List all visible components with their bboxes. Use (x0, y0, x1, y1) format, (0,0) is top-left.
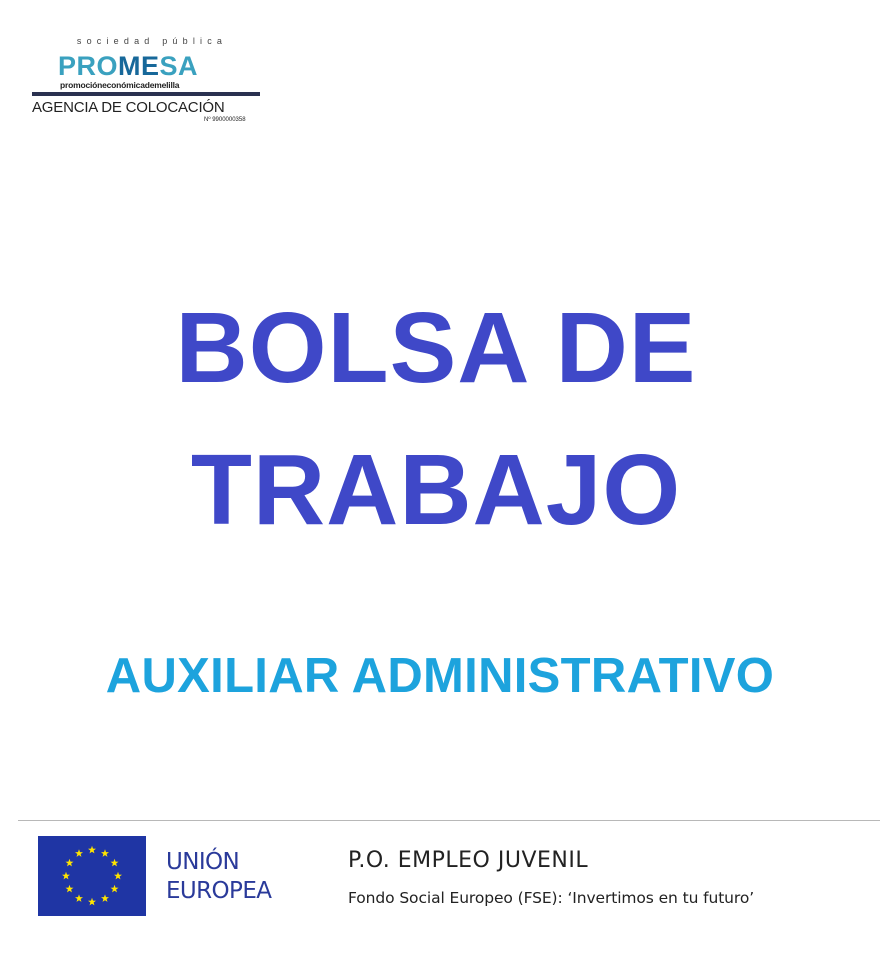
eu-stars (38, 836, 146, 916)
headline-line-2: TRABAJO (190, 434, 682, 546)
eu-name (166, 848, 271, 906)
eu-name-line-1: UNIÓN (166, 849, 240, 875)
eu-star-icon (88, 898, 96, 906)
eu-star-icon (65, 859, 73, 867)
eu-star-icon (75, 894, 83, 902)
logo-subtitle: promocióneconómicademelilla (60, 80, 180, 90)
logo-agency: AGENCIA DE COLOCACIÓN (32, 99, 225, 116)
logo-number: Nº 9900000358 (204, 117, 246, 123)
program-subtitle: Fondo Social Europeo (FSE): ‘Invertimos en tu futuro’ (348, 889, 755, 907)
logo-brand-pro: PRO (58, 51, 119, 81)
eu-star-icon (62, 872, 70, 880)
eu-star-icon (111, 885, 119, 893)
eu-star-icon (88, 846, 96, 854)
eu-star-icon (65, 885, 73, 893)
eu-name-line-2: EUROPEA (166, 878, 272, 904)
eu-star-icon (101, 849, 109, 857)
eu-star-icon (111, 859, 119, 867)
position-title: AUXILIAR ADMINISTRATIVO (105, 649, 775, 703)
eu-star-icon (75, 849, 83, 857)
logo-brand-sa: SA (159, 51, 199, 81)
footer-divider (18, 820, 880, 821)
eu-star-icon (101, 894, 109, 902)
promesa-logo (32, 36, 260, 123)
program-title: P.O. EMPLEO JUVENIL (348, 848, 589, 873)
logo-brand (58, 53, 260, 80)
headline-line-1: BOLSA DE (175, 292, 697, 404)
eu-flag-icon (38, 836, 146, 916)
logo-bar (32, 92, 260, 96)
logo-brand-me: ME (118, 51, 160, 81)
eu-star-icon (114, 872, 122, 880)
logo-tagline: sociedad pública (76, 36, 228, 46)
